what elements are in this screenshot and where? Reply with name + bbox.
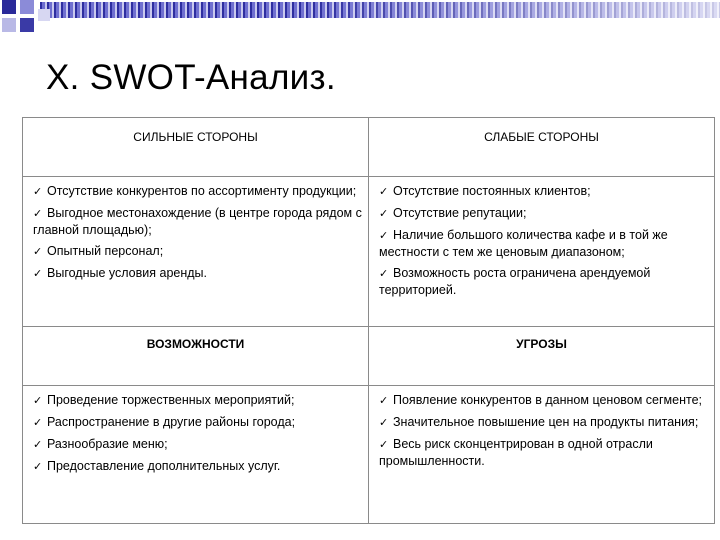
check-icon: ✓	[33, 268, 43, 280]
threats-header: УГРОЗЫ	[516, 337, 567, 351]
opportunities-list	[23, 386, 368, 475]
list-item	[33, 436, 362, 453]
list-item	[33, 183, 362, 200]
list-item-text: Наличие большого количества кафе и в той же местности с тем же ценовым диапазоном;	[379, 228, 668, 259]
list-item	[33, 414, 362, 431]
decor-square	[20, 0, 34, 14]
strengths-list	[23, 177, 368, 282]
check-icon: ✓	[33, 246, 43, 258]
list-item-text: Разнообразие меню;	[47, 437, 168, 451]
check-icon: ✓	[33, 417, 43, 429]
list-item-text: Предоставление дополнительных услуг.	[47, 459, 281, 473]
check-icon: ✓	[379, 186, 389, 198]
swot-table	[22, 117, 715, 524]
list-item	[379, 392, 708, 409]
check-icon: ✓	[33, 208, 43, 220]
strengths-header-cell	[23, 118, 369, 177]
header-decoration	[0, 0, 720, 26]
check-icon: ✓	[379, 208, 389, 220]
list-item	[33, 265, 362, 282]
check-icon: ✓	[379, 417, 389, 429]
list-item-text: Появление конкурентов в данном ценовом сегменте;	[393, 393, 703, 407]
weaknesses-list	[369, 177, 714, 298]
strengths-header: СИЛЬНЫЕ СТОРОНЫ	[133, 130, 258, 144]
weaknesses-header-cell	[369, 118, 715, 177]
check-icon: ✓	[33, 186, 43, 198]
check-icon: ✓	[33, 439, 43, 451]
list-item-text: Опытный персонал;	[47, 244, 164, 258]
opportunities-cell	[23, 386, 369, 524]
list-item-text: Распространение в другие районы города;	[47, 415, 296, 429]
decor-square	[20, 18, 34, 32]
weaknesses-cell	[369, 177, 715, 327]
check-icon: ✓	[33, 395, 43, 407]
list-item	[379, 183, 708, 200]
list-item	[379, 414, 708, 431]
list-item	[379, 436, 708, 469]
list-item	[33, 392, 362, 409]
decor-square	[2, 18, 16, 32]
decor-square	[38, 9, 50, 21]
list-item	[33, 458, 362, 475]
opportunities-header-cell	[23, 327, 369, 386]
strengths-cell	[23, 177, 369, 327]
opportunities-header: ВОЗМОЖНОСТИ	[146, 337, 245, 351]
list-item-text: Отсутствие постоянных клиентов;	[393, 184, 591, 198]
check-icon: ✓	[379, 439, 389, 451]
page-title: X. SWOT-Анализ.	[46, 58, 336, 97]
list-item	[33, 205, 362, 238]
threats-list	[369, 386, 714, 469]
list-item	[379, 205, 708, 222]
list-item-text: Выгодное местонахождение (в центре города рядом с главной площадью);	[33, 206, 362, 237]
list-item	[379, 265, 708, 298]
list-item-text: Весь риск сконцентрирован в одной отрасли промышленности.	[379, 437, 653, 468]
check-icon: ✓	[379, 268, 389, 280]
check-icon: ✓	[379, 395, 389, 407]
list-item-text: Выгодные условия аренды.	[47, 266, 208, 280]
decor-square	[2, 0, 16, 14]
check-icon: ✓	[33, 461, 43, 473]
threats-header-cell	[369, 327, 715, 386]
list-item-text: Возможность роста ограничена арендуемой территорией.	[379, 266, 651, 297]
weaknesses-header: СЛАБЫЕ СТОРОНЫ	[484, 130, 599, 144]
list-item-text: Значительное повышение цен на продукты питания;	[393, 415, 699, 429]
check-icon: ✓	[379, 230, 389, 242]
list-item-text: Отсутствие конкурентов по ассортименту продукции;	[47, 184, 357, 198]
list-item-text: Проведение торжественных мероприятий;	[47, 393, 295, 407]
list-item	[379, 227, 708, 260]
gradient-band	[40, 2, 720, 18]
list-item	[33, 243, 362, 260]
threats-cell	[369, 386, 715, 524]
list-item-text: Отсутствие репутации;	[393, 206, 527, 220]
